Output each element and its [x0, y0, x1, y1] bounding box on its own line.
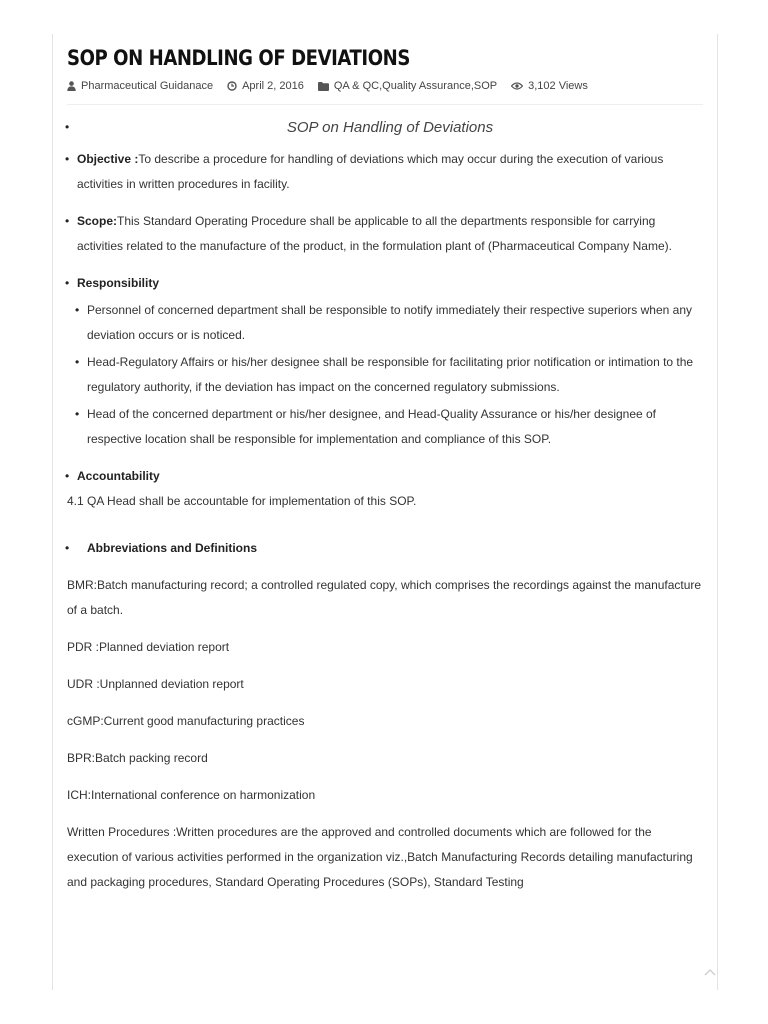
list-item-text: Personnel of concerned department shall be responsible to notify immediately their respective superiors when any deviation occurs or is noticed. — [87, 303, 692, 342]
list-item — [67, 298, 703, 348]
scroll-to-top-button[interactable] — [704, 963, 716, 981]
category-link-sop[interactable]: SOP — [473, 80, 498, 92]
category-link-quality-assurance[interactable]: Quality Assurance — [382, 80, 471, 92]
user-icon — [67, 81, 76, 91]
responsibility-item — [67, 271, 703, 296]
definition-cgmp: cGMP:Current good manufacturing practices — [67, 714, 305, 728]
bullet: • — [65, 469, 70, 483]
bullet: • — [75, 355, 80, 369]
abbreviations-label: Abbreviations and Definitions — [87, 541, 258, 555]
definition-udr: UDR :Unplanned deviation report — [67, 677, 244, 691]
category-meta — [318, 80, 497, 92]
category-separator: , — [470, 80, 474, 92]
responsibility-label: Responsibility — [77, 276, 160, 290]
bullet: • — [65, 541, 70, 555]
view-count: 3,102 Views — [528, 80, 588, 92]
author-link[interactable]: Pharmaceutical Guidanace — [81, 80, 214, 92]
bullet: • — [75, 407, 80, 421]
category-link-qa-qc[interactable]: QA & QC — [333, 80, 380, 92]
accountability-label: Accountability — [77, 469, 160, 483]
post-meta — [67, 76, 703, 105]
accountability-item — [67, 464, 703, 489]
post-date: April 2, 2016 — [242, 80, 304, 92]
objective-label: Objective : — [77, 152, 139, 166]
list-item — [67, 402, 703, 452]
objective-text: To describe a procedure for handling of deviations which may occur during the execution of various activities in written procedures in facility. — [77, 152, 664, 191]
category-separator: , — [379, 80, 383, 92]
post-title: SOP ON HANDLING OF DEVIATIONS — [67, 46, 410, 70]
page-frame — [52, 34, 718, 990]
bullet: • — [75, 303, 80, 317]
views-meta — [511, 80, 588, 92]
date-meta — [227, 80, 304, 92]
list-item-text: Head of the concerned department or his/her designee, and Head-Quality Assurance or his/her designee of respective location shall be responsible for implementation and compliance of this SOP. — [87, 407, 657, 446]
scope-label: Scope: — [77, 214, 118, 228]
accountability-text: 4.1 QA Head shall be accountable for implementation of this SOP. — [67, 494, 417, 508]
bullet: • — [65, 120, 70, 134]
definition-written-procedures: Written Procedures :Written procedures are the approved and controlled documents which are followed for the execution of various activities performed in the organization viz.,Batch Manufacturing Records detailing manufacturing and packaging procedures, Standard Operating Procedures (SOPs), Standard Testing — [67, 825, 693, 889]
list-item — [67, 350, 703, 400]
post-content — [67, 115, 703, 895]
doc-heading: SOP on Handling of Deviations — [286, 119, 494, 136]
list-item-text: Head-Regulatory Affairs or his/her designee shall be responsible for facilitating prior notification or intimation to the regulatory authority, if the deviation has impact on the concerned regulatory submissions. — [87, 355, 694, 394]
chevron-up-icon — [704, 968, 716, 976]
abbreviations-item — [67, 536, 703, 561]
post — [67, 44, 703, 895]
responsibility-list — [67, 298, 703, 452]
definition-bpr: BPR:Batch packing record — [67, 751, 208, 765]
doc-heading-item — [67, 115, 703, 141]
objective-item — [67, 147, 703, 197]
definition-pdr: PDR :Planned deviation report — [67, 640, 230, 654]
scope-item — [67, 209, 703, 259]
bullet: • — [65, 152, 70, 166]
definition-ich: ICH:International conference on harmonization — [67, 788, 316, 802]
scope-text: This Standard Operating Procedure shall be applicable to all the departments responsible for carrying activities related to the manufacture of the product, in the formulation plant of (Pharmaceutical Company Name). — [77, 214, 672, 253]
author-meta[interactable] — [67, 80, 213, 92]
folder-icon — [318, 82, 329, 91]
bullet: • — [65, 214, 70, 228]
eye-icon — [511, 82, 523, 90]
definition-bmr: BMR:Batch manufacturing record; a controlled regulated copy, which comprises the recordings against the manufacture of a batch. — [67, 578, 702, 617]
clock-icon — [227, 81, 237, 91]
bullet: • — [65, 276, 70, 290]
